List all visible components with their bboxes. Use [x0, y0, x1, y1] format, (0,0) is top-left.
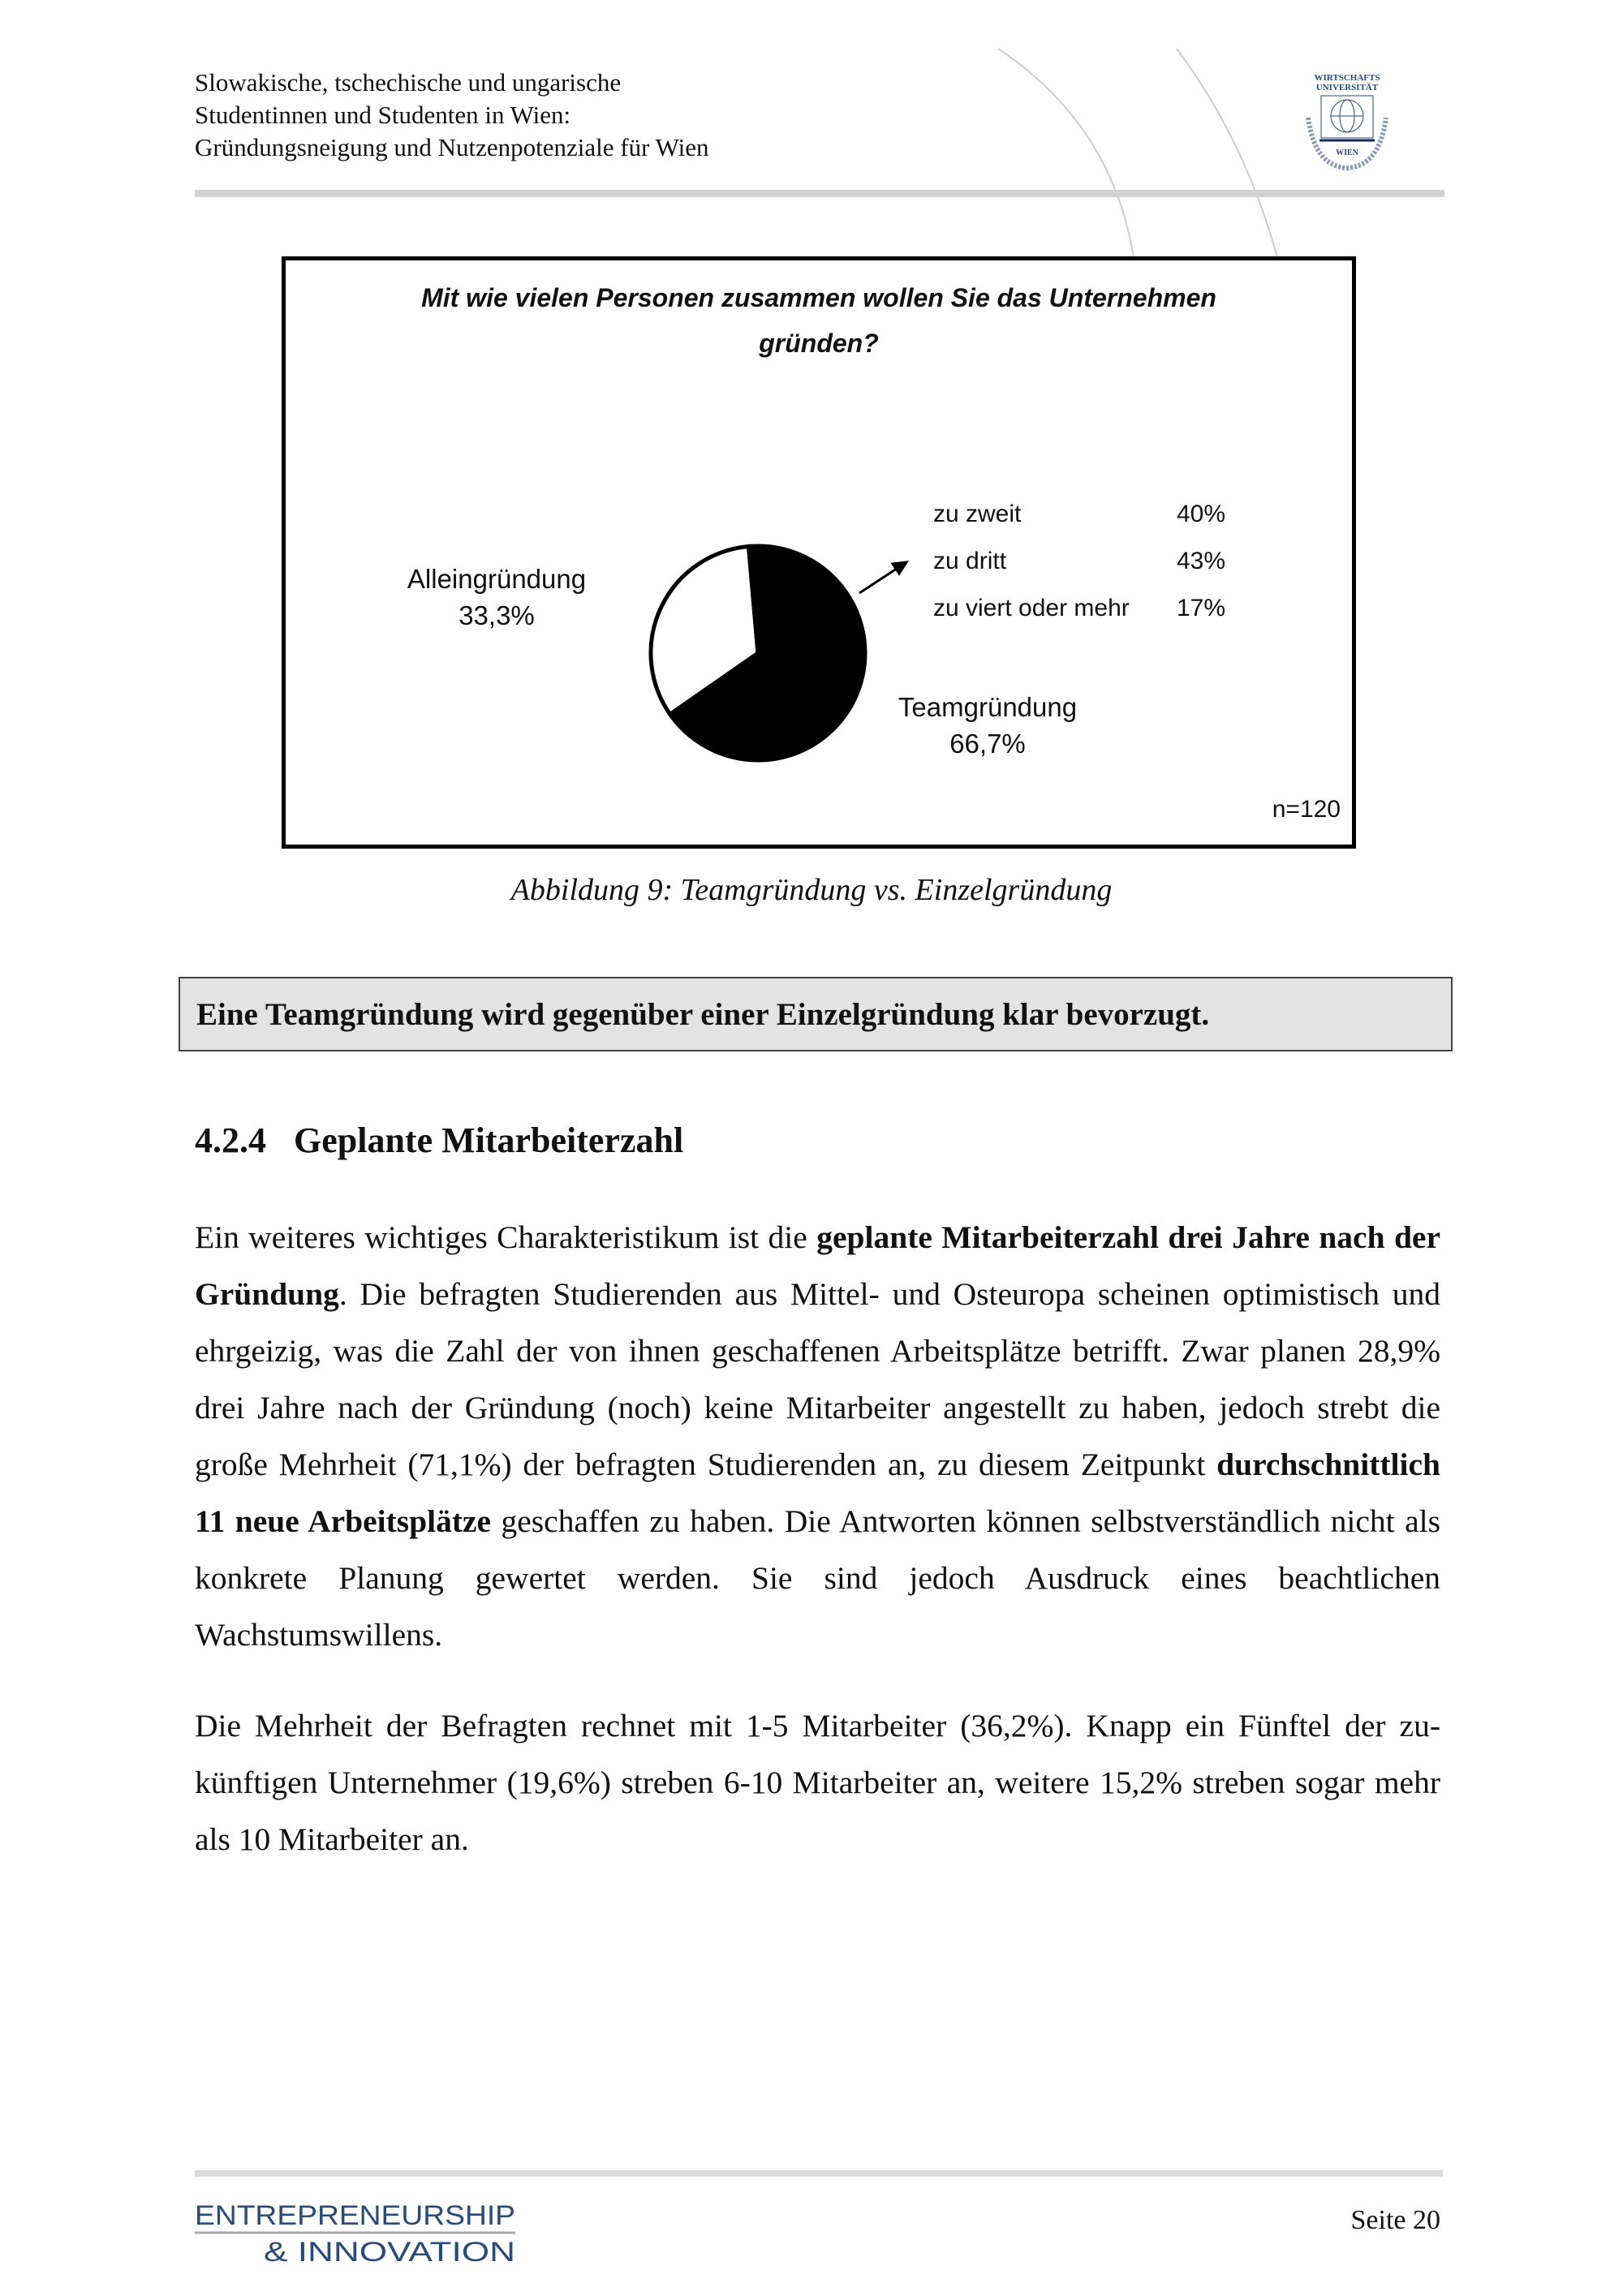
- section-number: 4.2.4: [195, 1120, 266, 1160]
- slice-value: 33,3%: [458, 600, 535, 630]
- slice-label: Alleingründung: [407, 564, 587, 594]
- section-title: Geplante Mitarbeiterzahl: [294, 1120, 684, 1160]
- slice-label-teamgruendung: [878, 689, 1097, 762]
- section-heading: [195, 1120, 683, 1161]
- text-run: . Die befragten Studierenden aus Mittel- und Osteuropa scheinen optimistisch und ehrgeizig, was die Zahl der von ihnen geschaffenen Arbeitsplätze betrifft. Zwar planen 28,9% drei Jahre nach der Gründung (noch) keine Mitarbeiter angestellt zu haben, jedoch strebt die große Mehrheit (71,1%) der befragten Studierenden an, zu diesem Zeitpunkt: [195, 1276, 1440, 1482]
- bold-run: durchschnittlich 11 neue Arbeitsplätze: [195, 1447, 1440, 1539]
- breakdown-value: 17%: [1177, 595, 1226, 621]
- header-line: Slowakische, tschechische und ungarische: [195, 68, 622, 97]
- page-number: Seite 20: [1350, 2205, 1440, 2235]
- footer-rule: [195, 2170, 1443, 2177]
- running-header: [195, 67, 709, 164]
- slice-label: Teamgründung: [898, 692, 1078, 722]
- text-run: Ein weiteres wichtiges Charakteristikum ist die: [195, 1219, 817, 1255]
- entrepreneurship-innovation-logo: [195, 2200, 519, 2265]
- header-rule: [195, 190, 1444, 197]
- svg-text:UNIVERSITÄT: UNIVERSITÄT: [1315, 83, 1379, 92]
- breakdown-value: 43%: [1177, 548, 1226, 574]
- header-line: Studentinnen und Studenten in Wien:: [195, 101, 571, 129]
- header-line: Gründungsneigung und Nutzenpotenziale für Wien: [195, 133, 709, 161]
- svg-text:WIEN: WIEN: [1336, 148, 1358, 157]
- sample-size: n=120: [1272, 796, 1341, 823]
- svg-text:WIRTSCHAFTS: WIRTSCHAFTS: [1314, 73, 1380, 83]
- decorative-arcs: [958, 32, 1298, 276]
- text-run: geschaffen zu haben. Die Antworten können selbstverständlich nicht als konkrete Planung gewertet werden. Sie sind jedoch Ausdruck eines beachtlichen Wachstumswillens.: [195, 1503, 1441, 1653]
- pie-chart-figure: [282, 256, 1356, 849]
- summary-box: Eine Teamgründung wird gegenüber einer Einzelgründung klar bevorzugt.: [179, 977, 1453, 1051]
- chart-title-line: Mit wie vielen Personen zusammen wollen Sie das Unternehmen: [421, 283, 1216, 312]
- slice-value: 66,7%: [949, 729, 1026, 759]
- paragraph: [195, 1697, 1440, 1868]
- university-logo: [1290, 69, 1404, 174]
- svg-text:ENTREPRENEURSHIP: ENTREPRENEURSHIP: [195, 2200, 515, 2231]
- breakdown-label: zu zweit: [933, 501, 1022, 527]
- bold-run: geplante Mitarbeiterzahl drei Jahre nach der Gründung: [195, 1219, 1440, 1312]
- breakdown-value: 40%: [1177, 501, 1226, 527]
- breakdown-label: zu dritt: [933, 548, 1007, 574]
- svg-text:& INNOVATION: & INNOVATION: [264, 2237, 515, 2265]
- breakdown-label: zu viert oder mehr: [933, 595, 1130, 621]
- text-run: Die Mehrheit der Befragten rechnet mit 1-5 Mitarbeiter (36,2%). Knapp ein Fünftel der zukünftigen Unternehmer (19,6%) streben 6-10 Mitarbeiter an, weitere 15,2% streben sogar mehr als 10 Mitarbeiter an.: [195, 1708, 1440, 1857]
- paragraph: [195, 1209, 1440, 1663]
- chart-title-line: gründen?: [759, 329, 879, 358]
- figure-caption: Abbildung 9: Teamgründung vs. Einzelgründung: [510, 873, 1113, 907]
- breakdown-arrow-icon: [859, 562, 906, 593]
- slice-label-alleingruendung: [391, 561, 602, 634]
